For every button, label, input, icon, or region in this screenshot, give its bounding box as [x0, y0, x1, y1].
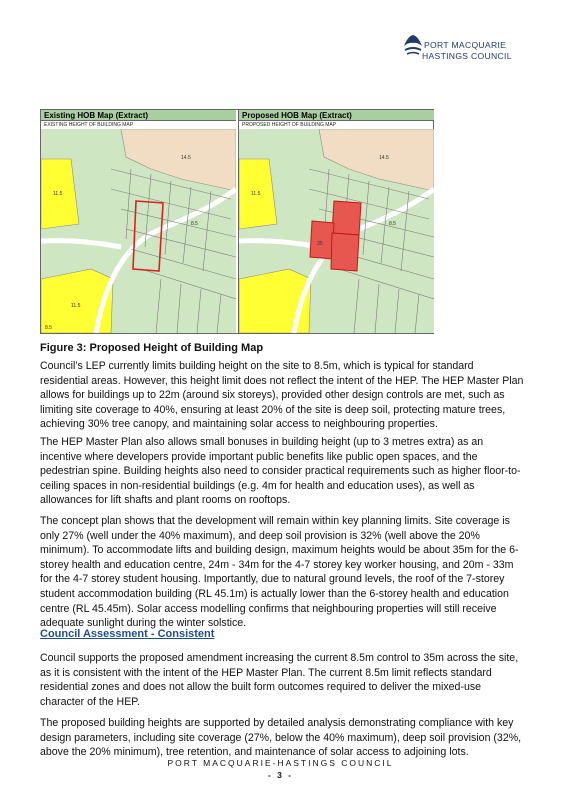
- proposed-hob-map-panel: [238, 110, 434, 333]
- map-label-14-5: 14.5: [181, 155, 191, 161]
- paragraph-council-supports: Council supports the proposed amendment increasing the current 8.5m control to 35m across the site, as it is consistent with the intent of the HEP Master Plan. The current 8.5m limit reflects standard residential zones and does not allow the built form outcomes required to deliver the mixed-use character of the HEP.: [40, 652, 519, 708]
- paragraph-building-heights: The proposed building heights are supported by detailed analysis demonstrating compliance with key design parameters, including site coverage (27%, below the 40% maximum), deep soil provision (32%, above the 20% minimum), tree retention, and maintenance of solar access to adjoining lots.: [40, 717, 522, 759]
- council-assessment-heading: Council Assessment - Consistent: [40, 628, 215, 640]
- paragraph-lep-height: Council’s LEP currently limits building height on the site to 8.5m, which is typical for standard residential areas. However, this height limit does not reflect the intent of the HEP. The HEP Master Plan allows for buildings up to 22m (around six storeys), provided other design controls are met, such as limiting site coverage to 40%, ensuring at least 20% of the site is deep soil, protecting mature trees, achieving 30% tree canopy, and maintaining solar access to neighbouring properties.: [40, 360, 524, 431]
- proposed-map-subtitle: PROPOSED HEIGHT OF BUILDING MAP: [242, 122, 337, 128]
- logo-line-2: HASTINGS COUNCIL: [422, 51, 512, 61]
- logo-line-1: PORT MACQUARIE: [424, 40, 507, 50]
- map-label-35: 35: [317, 241, 323, 247]
- paragraph-height-bonuses: The HEP Master Plan also allows small bonuses in building height (up to 3 metres extra) as an incentive where developers provide important public benefits like public open spaces, and the pedestrian spine. Building heights also need to consider practical requirements such as higher floor-to-ceiling spaces in non-residential buildings (e.g. 4m for health and education uses), as well as allowances for lift shafts and plant rooms on rooftops.: [40, 436, 521, 507]
- existing-map-title: Existing HOB Map (Extract): [41, 110, 236, 121]
- existing-map-subtitle: EXISTING HEIGHT OF BUILDING MAP: [44, 122, 134, 128]
- paragraph-concept-plan: The concept plan shows that the development will remain within key planning limits. Site coverage is only 27% (well under the 40% maximum), and deep soil provision is 32% (well above the 20% minimum). To accommodate lifts and building design, maximum heights would be about 35m for the 6-storey health and education centre, 24m - 34m for the 4-7 storey key worker housing, and 20m - 33m for the 4-7 storey student housing. Importantly, due to natural ground levels, the roof of the 7-storey student accommodation building (RL 45.1m) is actually lower than the 6-storey health and education centre (RL 45.45m). Solar access modelling confirms that neighbouring properties will still receive adequate sunlight during the winter solstice.: [40, 515, 519, 630]
- map-label-14-5-proposed: 14.5: [379, 155, 389, 161]
- council-logo-icon: [402, 32, 424, 60]
- proposed-map-title: Proposed HOB Map (Extract): [239, 110, 434, 121]
- map-label-11-5: 11.5: [53, 191, 63, 197]
- map-label-8-5: 8.5: [191, 221, 198, 227]
- page-number: - 3 -: [267, 770, 294, 780]
- council-logo: [402, 30, 532, 70]
- map-label-8-5-proposed: 8.5: [389, 221, 396, 227]
- map-label-11-5-lower: 11.5: [71, 303, 81, 309]
- map-label-8-5-lower: 8.5: [45, 325, 52, 331]
- map-label-11-5-proposed: 11.5: [251, 191, 261, 197]
- proposed-map-image: [239, 129, 434, 333]
- existing-hob-map-panel: [41, 110, 236, 333]
- footer-org: PORT MACQUARIE-HASTINGS COUNCIL: [167, 758, 394, 768]
- existing-map-image: [41, 129, 236, 333]
- hob-map-figure: [40, 109, 434, 334]
- figure-caption: Figure 3: Proposed Height of Building Map: [40, 342, 264, 354]
